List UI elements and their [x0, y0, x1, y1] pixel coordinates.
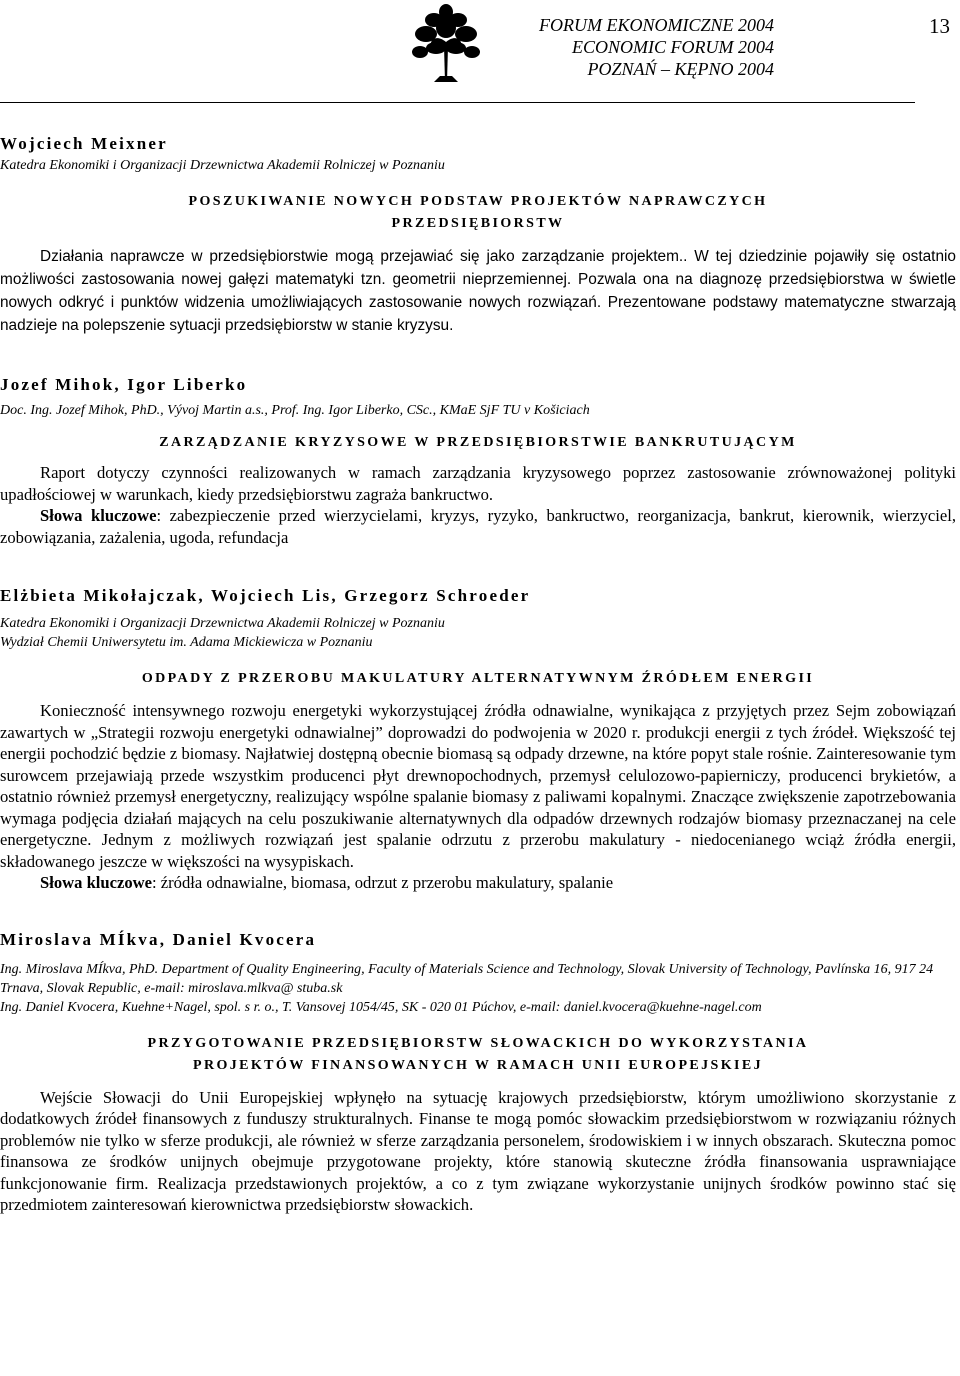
article-list: [0, 132, 956, 1216]
article-affiliation: Katedra Ekonomiki i Organizacji Drzewnictwa Akademii Rolniczej w Poznaniu: [0, 616, 445, 631]
article: [0, 132, 956, 337]
article: [0, 928, 956, 1216]
page-header: [0, 0, 960, 104]
article-affiliation: Doc. Ing. Jozef Mihok, PhD., Vývoj Martin a.s., Prof. Ing. Igor Liberko, CSc., KMaE SjF TU v Košiciach: [0, 403, 590, 418]
article-authors: Miroslava MÍkva, Daniel Kvocera: [0, 929, 317, 949]
conference-name: [539, 14, 774, 80]
tree-logo-icon: [404, 2, 488, 86]
keywords-text: : zabezpieczenie przed wierzycielami, kryzys, ryzyko, bankructwo, reorganizacja, bankrut, kierownik, wierzyciel, zobowiązania, zażalenia, ugoda, refundacja: [0, 506, 956, 547]
conference-line-2: ECONOMIC FORUM 2004: [572, 37, 774, 57]
article-abstract: Wejście Słowacji do Unii Europejskiej wpłynęło na sytuację krajowych przedsiębiorstw, którym umożliwiono skorzystanie z dodatkowych źródeł finansowych z funduszy strukturalnych. Finanse te mogą pomóc słowackim przedsiębiorstwom w rozwiązaniu różnych problemów nie tylko w sferze produkcji, ale również w sferze zarządzania personelem, środowiskiem i w innych obszarach. Skuteczna pomoc finansowa ze środków unijnych obejmuje przygotowane projekty, które stanowią skuteczne źródła finansowania usprawniające funkcjonowanie firm. Realizacja przedstawionych projektów, a co z tym związane wykorzystanie unijnych środków powinno stać się przedmiotem zainteresowań kierownictwa przedsiębiorstw słowackich.: [0, 1087, 956, 1214]
article-title-line: PROJEKTÓW FINANSOWANYCH W RAMACH UNII EUROPEJSKIEJ: [193, 1057, 763, 1073]
header-divider: [0, 102, 915, 103]
article: [0, 584, 956, 894]
article-authors: Elżbieta Mikołajczak, Wojciech Lis, Grzegorz Schroeder: [0, 586, 531, 605]
article-title-line: ODPADY Z PRZEROBU MAKULATURY ALTERNATYWNYM ŹRÓDŁEM ENERGII: [141, 671, 815, 686]
article-abstract: Raport dotyczy czynności realizowanych w ramach zarządzania kryzysowego poprzez zastosowanie zrównoważonej polityki upadłościowej w warunkach, kiedy przedsiębiorstwu zagraża bankructwo.: [0, 463, 956, 504]
article: [0, 373, 956, 548]
article-affiliation: Ing. Miroslava MÍkva, PhD. Department of Quality Engineering, Faculty of Materials Science and Technology, Slovak University of Technology, Pavlínska 16, 917 24 Trnava, Slovak Republic, e-mail: miroslava.mlkva@ stuba.sk: [0, 961, 934, 996]
conference-line-1: FORUM EKONOMICZNE 2004: [539, 15, 774, 35]
article-keywords: [0, 872, 956, 894]
conference-line-3: POZNAŃ – KĘPNO 2004: [587, 59, 774, 79]
keywords-label: Słowa kluczowe: [40, 873, 153, 892]
article-keywords: [0, 505, 956, 548]
page-number: 13: [929, 14, 950, 38]
article-abstract: Konieczność intensywnego rozwoju energetyki wykorzystującej źródła odnawialne, wynikająca z przyjętych przez Sejm zobowiązań zawartych w „Strategii rozwoju energetyki odnawialnej” doprowadzi do podwojenia w 2020 r. produkcji energii z tych źródeł. Większość tej energii pochodzić będzie z biomasy. Najłatwiej dostępną obecnie biomasą są odpady drzewne, na które popyt stale rośnie. Zainteresowanie tym surowcem przejawiają przede wszystkim producenci płyt drewnopochodnych, przemysł celulozowo-papierniczy, producenci brykietów, a ostatnio również przemysł energetyczny, realizujący wspólne spalanie biomasy z paliwami kopalnymi. Znaczące zwiększenie zapotrzebowania wymaga podjęcia działań mających na celu poszukiwanie alternatywnych dla odpadów drzewnych rodzajów biomasy przeznaczanej na cele energetyczne. Jednym z możliwych rozwiązań jest spalanie odrzutu z przerobu makulatury - niedocenianego wciąż źródła energii, składowanego jeszcze w większości na wysypiskach.: [0, 701, 956, 871]
article-title-line: ZARZĄDZANIE KRYZYSOWE W PRZEDSIĘBIORSTWIE BANKRUTUJĄCYM: [159, 435, 797, 450]
article-affiliation: Wydział Chemii Uniwersytetu im. Adama Mickiewicza w Poznaniu: [0, 635, 373, 650]
article-title-line: PRZEDSIĘBIORSTW: [391, 216, 565, 231]
article-title-line: POSZUKIWANIE NOWYCH PODSTAW PROJEKTÓW NAPRAWCZYCH: [188, 194, 768, 209]
keywords-label: Słowa kluczowe: [40, 506, 157, 525]
keywords-text: : źródła odnawialne, biomasa, odrzut z przerobu makulatury, spalanie: [152, 873, 614, 892]
article-affiliation: Ing. Daniel Kvocera, Kuehne+Nagel, spol. s r. o., T. Vansovej 1054/45, SK - 020 01 Púchov, e-mail: daniel.kvocera@kuehne-nagel.com: [0, 999, 762, 1015]
article-title-line: PRZYGOTOWANIE PRZEDSIĘBIORSTW SŁOWACKICH DO WYKORZYSTANIA: [147, 1035, 809, 1051]
article-abstract: Działania naprawcze w przedsiębiorstwie mogą przejawiać się jako zarządzanie projektem.. W tej dziedzinie pojawiły się ostatnio możliwości zastosowania nowej gałęzi matematyki tzn. geometrii nieprzemiennej. Pozwala ona na diagnozę przedsiębiorstwa w świetle nowych odkryć i punktów widzenia umożliwiających zastosowanie nowych rozwiązań. Prezentowane podstawy matematyczne stwarzają nadzieje na polepszenie sytuacji przedsiębiorstw w stanie kryzysu.: [0, 248, 956, 334]
article-authors: Jozef Mihok, Igor Liberko: [0, 375, 248, 394]
article-authors: Wojciech Meixner: [0, 134, 168, 153]
article-affiliation: Katedra Ekonomiki i Organizacji Drzewnictwa Akademii Rolniczej w Poznaniu: [0, 158, 445, 173]
